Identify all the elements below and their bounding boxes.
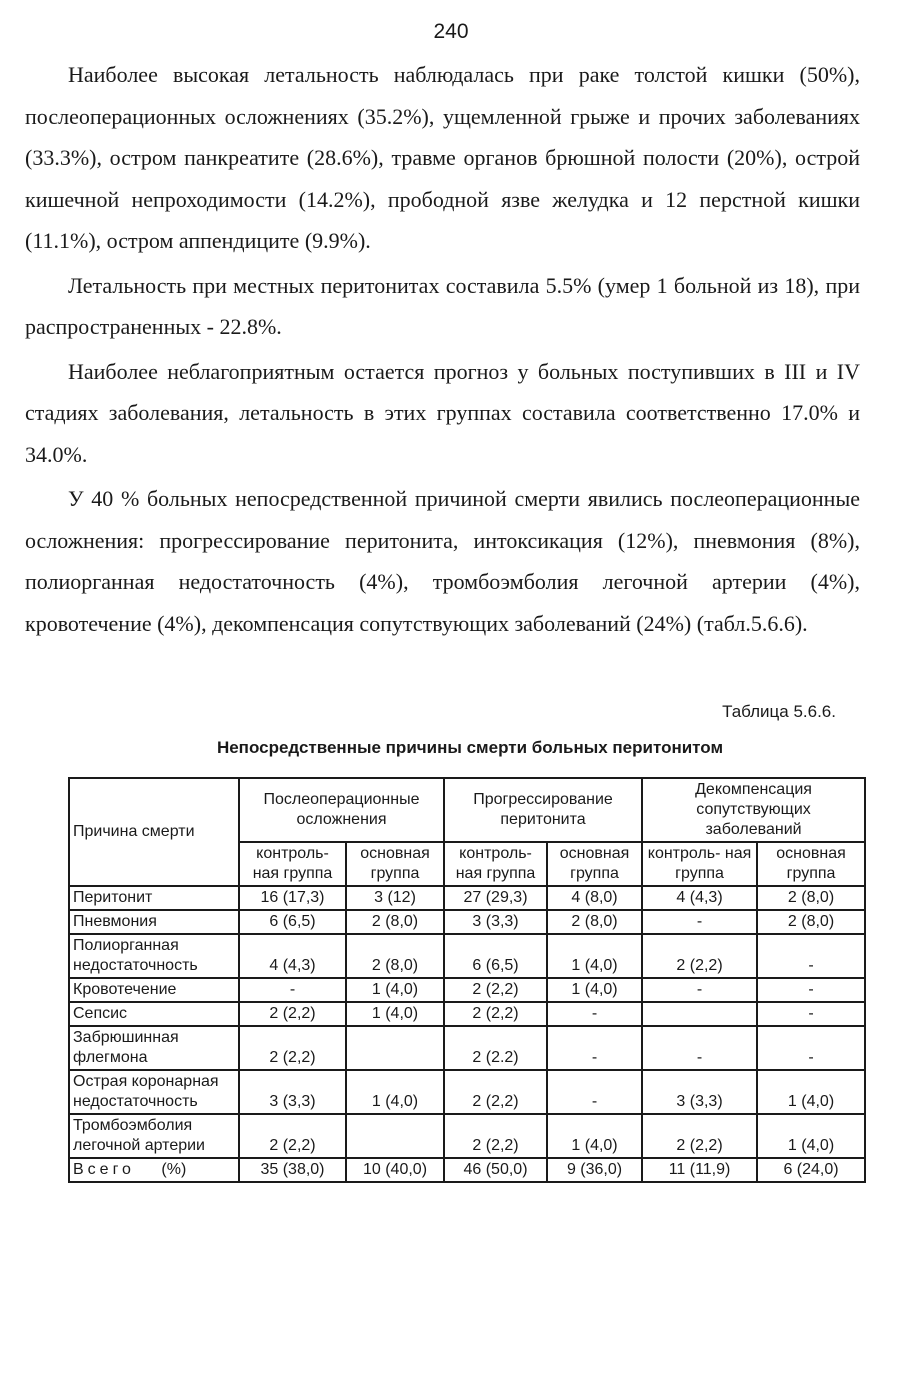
value-cell: 1 (4,0)	[757, 1070, 865, 1114]
value-cell: -	[642, 1026, 757, 1070]
value-cell: 27 (29,3)	[444, 886, 547, 910]
cause-cell: Полиорганная недостаточность	[69, 934, 239, 978]
value-cell: -	[642, 910, 757, 934]
value-cell: 2 (2,2)	[444, 1070, 547, 1114]
cause-cell: Тромбоэмболия легочной артерии	[69, 1114, 239, 1158]
value-cell: -	[757, 1002, 865, 1026]
table-row	[69, 910, 865, 934]
subheader-main: основная группа	[757, 842, 865, 886]
value-cell	[642, 1002, 757, 1026]
value-cell: 3 (3,3)	[642, 1070, 757, 1114]
value-cell	[346, 1026, 444, 1070]
total-value-cell: 6 (24,0)	[757, 1158, 865, 1182]
value-cell: 2 (2,2)	[642, 1114, 757, 1158]
cause-cell: Забрюшинная флегмона	[69, 1026, 239, 1070]
value-cell: 2 (8,0)	[547, 910, 642, 934]
value-cell: 3 (12)	[346, 886, 444, 910]
value-cell: 2 (8,0)	[757, 910, 865, 934]
cause-cell: Острая коронарная недостаточность	[69, 1070, 239, 1114]
value-cell: -	[547, 1026, 642, 1070]
subheader-control: контроль- ная группа	[642, 842, 757, 886]
value-cell: 4 (8,0)	[547, 886, 642, 910]
value-cell: -	[757, 978, 865, 1002]
value-cell: -	[642, 978, 757, 1002]
total-value-cell: 10 (40,0)	[346, 1158, 444, 1182]
value-cell: 3 (3,3)	[239, 1070, 346, 1114]
value-cell: 2 (2,2)	[239, 1002, 346, 1026]
table-row	[69, 934, 865, 978]
table-row	[69, 1002, 865, 1026]
value-cell: 2 (2,2)	[642, 934, 757, 978]
paragraph: Наиболее неблагоприятным остается прогноз у больных поступивших в III и IV стадиях заболевания, летальность в этих группах составила соответственно 17.0% и 34.0%.	[25, 358, 860, 467]
total-value-cell: 46 (50,0)	[444, 1158, 547, 1182]
death-causes-table	[68, 777, 866, 1183]
total-unit: (%)	[161, 1161, 187, 1178]
value-cell: 1 (4,0)	[547, 934, 642, 978]
value-cell: 1 (4,0)	[547, 978, 642, 1002]
table-row	[69, 1070, 865, 1114]
value-cell: 1 (4,0)	[757, 1114, 865, 1158]
cause-cell: Пневмония	[69, 910, 239, 934]
page-number: 240	[433, 20, 469, 43]
value-cell: 1 (4,0)	[346, 1070, 444, 1114]
group-header-progression: Прогрессирование перитонита	[444, 778, 642, 842]
value-cell: 6 (6,5)	[444, 934, 547, 978]
value-cell: -	[547, 1002, 642, 1026]
total-value-cell: 35 (38,0)	[239, 1158, 346, 1182]
table-row	[69, 886, 865, 910]
subheader-main: основная группа	[547, 842, 642, 886]
cause-column-header: Причина смерти	[69, 778, 239, 886]
value-cell: 2 (8,0)	[346, 910, 444, 934]
value-cell: 3 (3,3)	[444, 910, 547, 934]
cause-cell: Сепсис	[69, 1002, 239, 1026]
subheader-control: контроль-ная группа	[239, 842, 346, 886]
table-row	[69, 1026, 865, 1070]
cause-cell: Кровотечение	[69, 978, 239, 1002]
total-value-cell: 9 (36,0)	[547, 1158, 642, 1182]
paragraph: У 40 % больных непосредственной причиной смерти явились послеоперационные осложнения: прогрессирование перитонита, интоксикация (12%), пневмония (8%), полиорганная недостаточность (4%), тромбоэмболия легочной артерии (4%), кровотечение (4%), декомпенсация сопутствующих заболеваний (24%) (табл.5.6.6).	[25, 486, 860, 636]
cause-cell: Перитонит	[69, 886, 239, 910]
group-header-postop: Послеоперационные осложнения	[239, 778, 444, 842]
table-title: Непосредственные причины смерти больных перитонитом	[216, 738, 724, 757]
value-cell: 2 (2,2)	[444, 1114, 547, 1158]
value-cell: 1 (4,0)	[547, 1114, 642, 1158]
subheader-main: основная группа	[346, 842, 444, 886]
value-cell: -	[547, 1070, 642, 1114]
table-row	[69, 1114, 865, 1158]
group-header-decompensation: Декомпенсация сопутствующих заболеваний	[642, 778, 865, 842]
value-cell: 16 (17,3)	[239, 886, 346, 910]
value-cell: -	[757, 1026, 865, 1070]
value-cell: 1 (4,0)	[346, 978, 444, 1002]
total-value-cell: 11 (11,9)	[642, 1158, 757, 1182]
value-cell: 2 (2,2)	[444, 978, 547, 1002]
value-cell: 2 (2,2)	[239, 1026, 346, 1070]
value-cell: 2 (8,0)	[757, 886, 865, 910]
value-cell	[346, 1114, 444, 1158]
value-cell: 4 (4,3)	[642, 886, 757, 910]
value-cell: -	[757, 934, 865, 978]
paragraph: Наиболее высокая летальность наблюдалась при раке толстой кишки (50%), послеоперационных осложнениях (35.2%), ущемленной грыже и прочих заболеваниях (33.3%), остром панкреатите (28.6%), травме органов брюшной полости (20%), острой кишечной непроходимости (14.2%), прободной язве желудка и 12 перстной кишки (11.1%), остром аппендиците (9.9%).	[25, 62, 860, 253]
total-label-cell	[69, 1158, 239, 1182]
value-cell: 2 (2.2)	[444, 1026, 547, 1070]
value-cell: 2 (2,2)	[444, 1002, 547, 1026]
body-text	[25, 54, 860, 647]
value-cell: 2 (2,2)	[239, 1114, 346, 1158]
table-label: Таблица 5.6.6.	[722, 702, 836, 721]
value-cell: 6 (6,5)	[239, 910, 346, 934]
value-cell: -	[239, 978, 346, 1002]
paragraph: Летальность при местных перитонитах составила 5.5% (умер 1 больной из 18), при распространенных - 22.8%.	[25, 272, 860, 339]
table-row	[69, 978, 865, 1002]
subheader-control: контроль-ная группа	[444, 842, 547, 886]
total-row	[69, 1158, 865, 1182]
value-cell: 1 (4,0)	[346, 1002, 444, 1026]
value-cell: 4 (4,3)	[239, 934, 346, 978]
value-cell: 2 (8,0)	[346, 934, 444, 978]
total-label: Всего	[73, 1161, 135, 1178]
